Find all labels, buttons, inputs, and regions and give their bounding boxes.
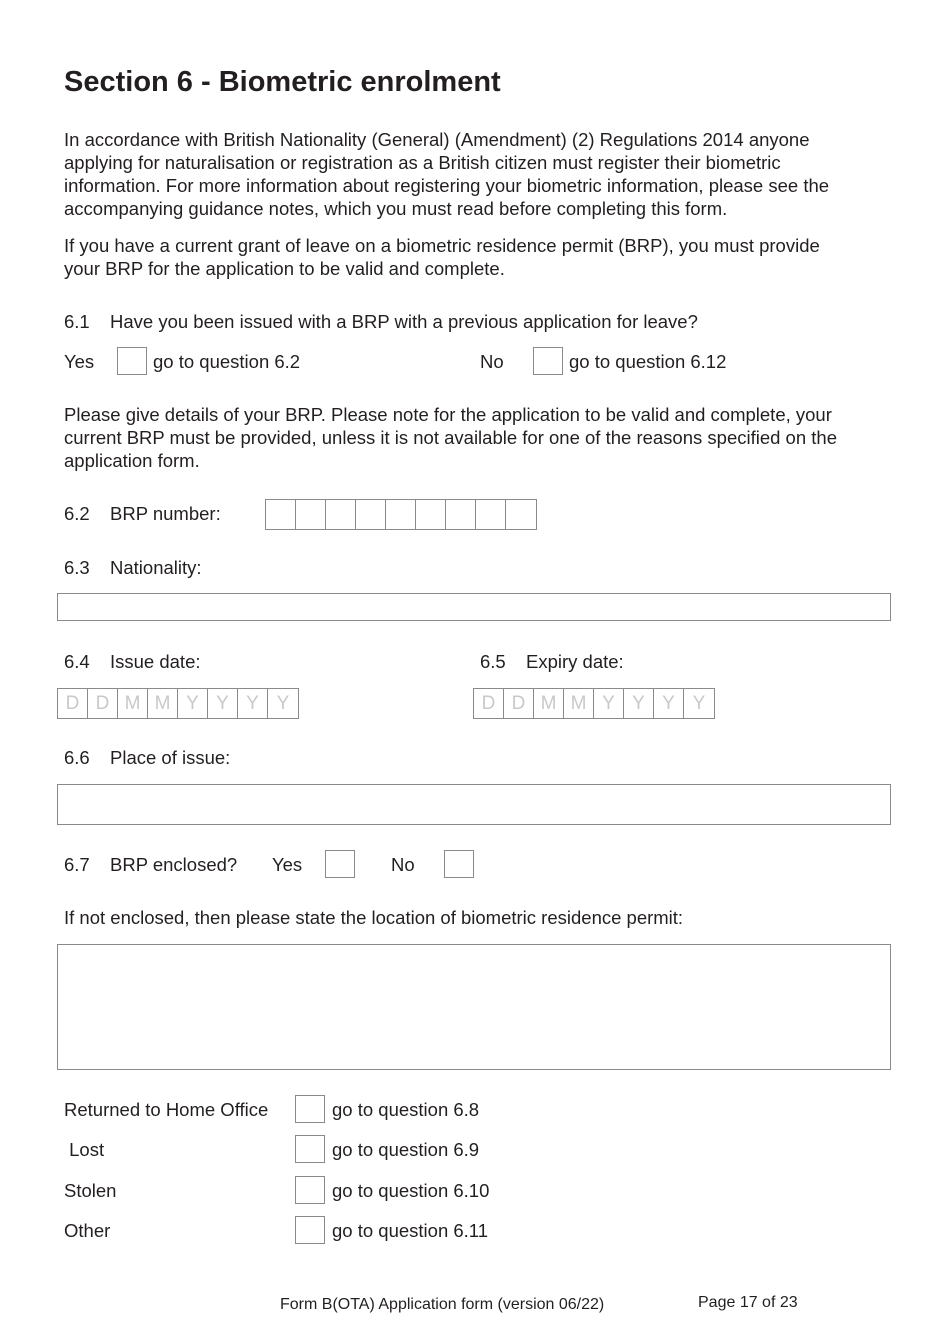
q6-1-yes-goto: go to question 6.2	[153, 351, 301, 372]
q6-7-number: 6.7	[64, 854, 90, 875]
brp-number-cell[interactable]	[266, 500, 296, 529]
q6-4-label: Issue date:	[110, 651, 201, 672]
q6-1-no-goto: go to question 6.12	[569, 351, 727, 372]
brp-number-cell[interactable]	[326, 500, 356, 529]
reason-goto-lost: go to question 6.9	[332, 1139, 480, 1160]
intro-line: In accordance with British Nationality (General) (Amendment) (2) Regulations 2014 anyone	[64, 129, 810, 150]
expiry-date-input[interactable]	[473, 688, 715, 719]
brp-number-cell[interactable]	[506, 500, 536, 529]
expiry-date-cell[interactable]: Y	[624, 689, 654, 718]
q6-5-number: 6.5	[480, 651, 506, 672]
q6-7-no-label: No	[391, 854, 415, 875]
reason-label-returned: Returned to Home Office	[64, 1099, 269, 1120]
q6-1-number: 6.1	[64, 311, 90, 332]
intro-line: accompanying guidance notes, which you must read before completing this form.	[64, 198, 728, 219]
brp-number-cell[interactable]	[446, 500, 476, 529]
expiry-date-cell[interactable]: Y	[692, 693, 706, 714]
brp-number-cell[interactable]	[416, 500, 446, 529]
brp-location-textarea[interactable]	[57, 944, 891, 1070]
reason-goto-stolen: go to question 6.10	[332, 1180, 490, 1201]
brp-enclosed-yes-checkbox[interactable]	[325, 850, 355, 878]
intro-paragraph	[64, 128, 894, 220]
expiry-date-cell[interactable]: M	[564, 689, 594, 718]
q6-1-no-label: No	[480, 351, 504, 372]
q6-1-no-checkbox[interactable]	[533, 347, 563, 375]
expiry-date-cell[interactable]: M	[534, 689, 564, 718]
brp-number-cell[interactable]	[386, 500, 416, 529]
issue-date-cell[interactable]: Y	[178, 689, 208, 718]
issue-date-cell[interactable]: Y	[276, 693, 290, 714]
q6-3-number: 6.3	[64, 557, 90, 578]
reason-lost-checkbox[interactable]	[295, 1135, 325, 1163]
section-title: Section 6 - Biometric enrolment	[64, 66, 501, 98]
reason-label-stolen: Stolen	[64, 1180, 117, 1201]
reason-goto-returned: go to question 6.8	[332, 1099, 480, 1120]
reason-label-lost: Lost	[64, 1139, 105, 1160]
brp-note-paragraph	[64, 234, 894, 280]
q6-7-yes-label: Yes	[272, 854, 303, 875]
q6-6-label: Place of issue:	[110, 747, 231, 768]
place-of-issue-input[interactable]	[57, 784, 891, 825]
q6-1-question: Have you been issued with a BRP with a previous application for leave?	[110, 311, 698, 332]
details-note-paragraph	[64, 403, 894, 472]
nationality-input[interactable]	[57, 593, 891, 621]
q6-1-yes-label: Yes	[64, 351, 95, 372]
issue-date-cell[interactable]: D	[88, 689, 118, 718]
q6-1-yes-checkbox[interactable]	[117, 347, 147, 375]
issue-date-cell[interactable]: M	[148, 689, 178, 718]
brp-note-line: If you have a current grant of leave on a biometric residence permit (BRP), you must provide	[64, 235, 820, 256]
footer-form-name: Form B(OTA) Application form (version 06/22)	[280, 1296, 605, 1313]
q6-7-label: BRP enclosed?	[110, 854, 238, 875]
reason-returned-checkbox[interactable]	[295, 1095, 325, 1123]
footer-page-number: Page 17 of 23	[698, 1294, 798, 1311]
expiry-date-cell[interactable]: D	[474, 689, 504, 718]
reason-other-checkbox[interactable]	[295, 1216, 325, 1244]
location-prompt: If not enclosed, then please state the location of biometric residence permit:	[64, 907, 684, 928]
q6-5-label: Expiry date:	[526, 651, 624, 672]
brp-number-cell[interactable]	[356, 500, 386, 529]
q6-6-number: 6.6	[64, 747, 90, 768]
brp-number-input[interactable]	[265, 499, 537, 530]
q6-3-label: Nationality:	[110, 557, 202, 578]
q6-4-number: 6.4	[64, 651, 90, 672]
issue-date-cell[interactable]: Y	[238, 689, 268, 718]
details-note-line: application form.	[64, 450, 200, 471]
details-note-line: current BRP must be provided, unless it is not available for one of the reasons specified on the	[64, 427, 837, 448]
brp-number-cell[interactable]	[296, 500, 326, 529]
q6-2-label: BRP number:	[110, 503, 221, 524]
intro-line: applying for naturalisation or registration as a British citizen must register their biometric	[64, 152, 781, 173]
reason-stolen-checkbox[interactable]	[295, 1176, 325, 1204]
reason-goto-other: go to question 6.11	[332, 1220, 489, 1241]
issue-date-input[interactable]	[57, 688, 299, 719]
issue-date-cell[interactable]: M	[118, 689, 148, 718]
expiry-date-cell[interactable]: D	[504, 689, 534, 718]
issue-date-cell[interactable]: Y	[208, 689, 238, 718]
brp-number-cell[interactable]	[476, 500, 506, 529]
issue-date-cell[interactable]: D	[58, 689, 88, 718]
details-note-line: Please give details of your BRP. Please note for the application to be valid and complete, your	[64, 404, 832, 425]
intro-line: information. For more information about registering your biometric information, please see the	[64, 175, 830, 196]
q6-2-number: 6.2	[64, 503, 90, 524]
expiry-date-cell[interactable]: Y	[594, 689, 624, 718]
brp-enclosed-no-checkbox[interactable]	[444, 850, 474, 878]
brp-note-line: your BRP for the application to be valid and complete.	[64, 258, 505, 279]
expiry-date-cell[interactable]: Y	[654, 689, 684, 718]
reason-label-other: Other	[64, 1220, 111, 1241]
